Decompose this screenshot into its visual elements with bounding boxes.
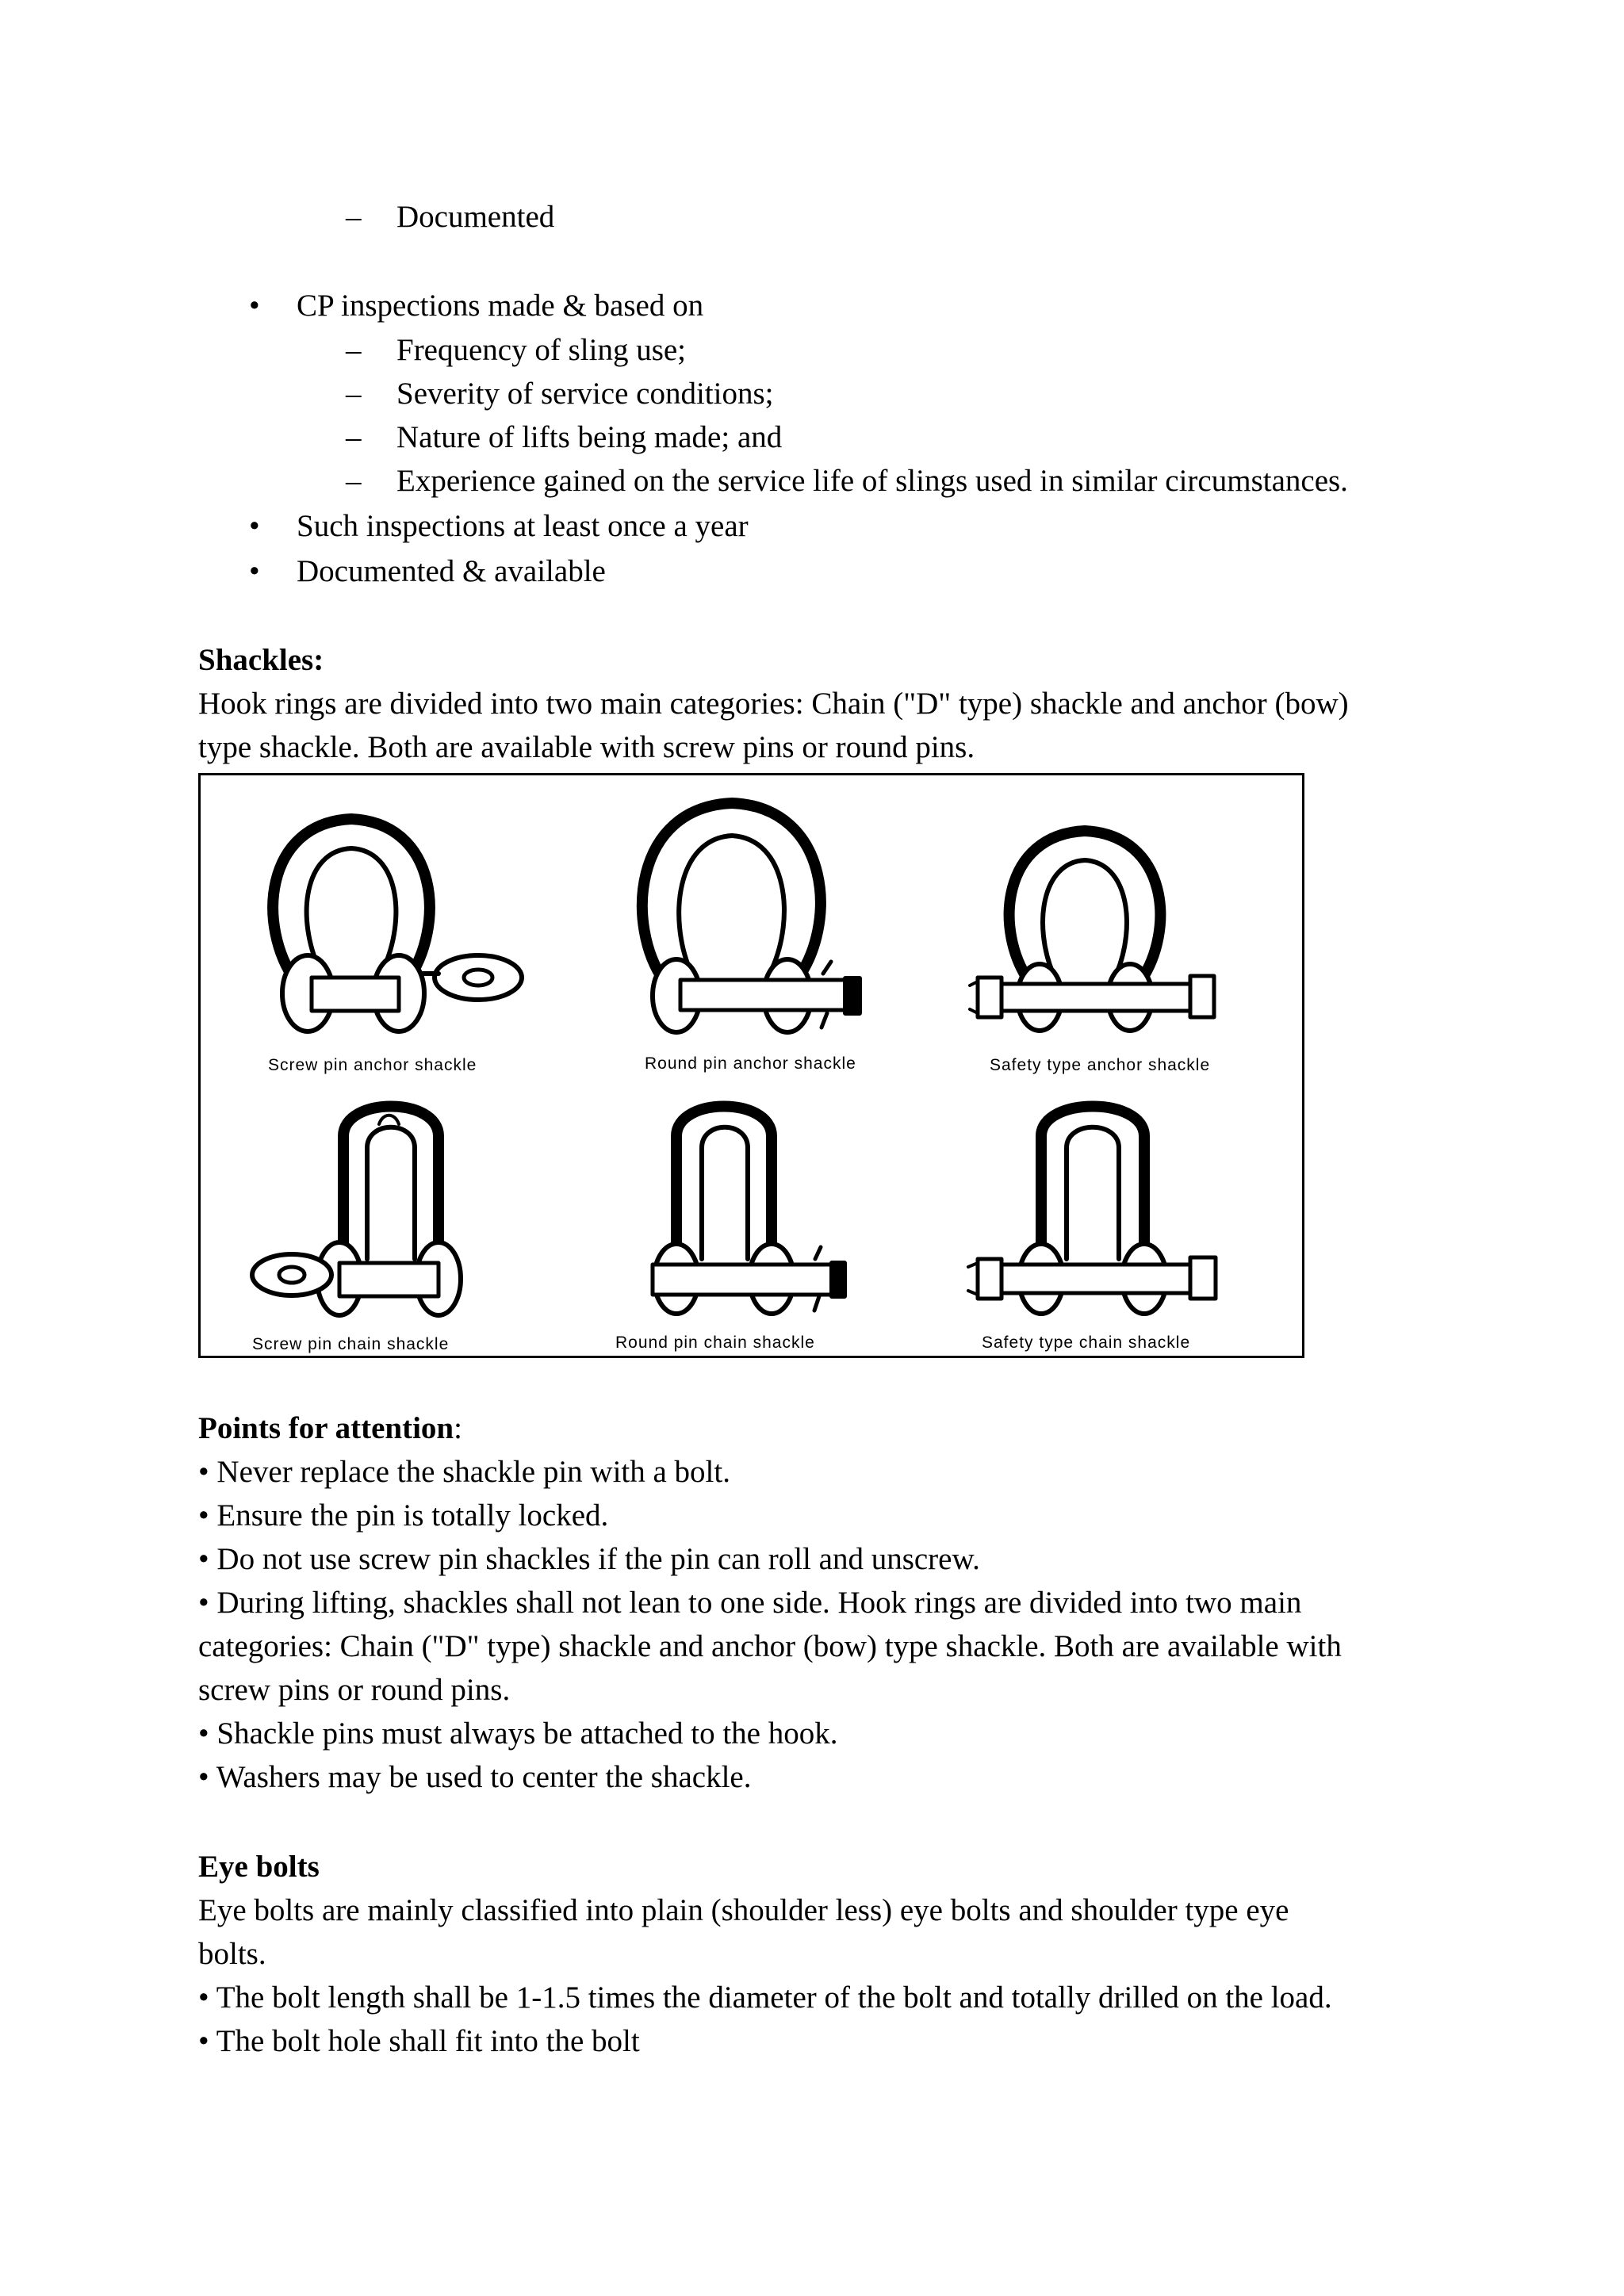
- bullet-marker: •: [249, 289, 260, 323]
- eye-bolts-line: • The bolt hole shall fit into the bolt: [198, 2024, 640, 2058]
- sub-item: Frequency of sling use;: [396, 333, 687, 367]
- eye-bolts-line: • The bolt length shall be 1-1.5 times the diameter of the bolt and totally drilled on the load.: [198, 1980, 1332, 2015]
- caption-screw-pin-anchor: Screw pin anchor shackle: [268, 1056, 477, 1074]
- heading-colon: :: [454, 1411, 462, 1445]
- paragraph-line: Hook rings are divided into two main categories: Chain ("D" type) shackle and anchor (bow): [198, 687, 1349, 721]
- eye-bolts-line: bolts.: [198, 1937, 266, 1971]
- screw-pin-anchor-shackle-icon: [273, 819, 522, 1031]
- sub-item: Nature of lifts being made; and: [396, 420, 783, 454]
- bullet-marker: •: [249, 509, 260, 543]
- attention-item: screw pins or round pins.: [198, 1673, 511, 1707]
- attention-item: • Ensure the pin is totally locked.: [198, 1498, 609, 1533]
- dash-marker: –: [346, 464, 362, 498]
- bullet-marker: •: [249, 554, 260, 588]
- paragraph-line: type shackle. Both are available with screw pins or round pins.: [198, 730, 975, 764]
- attention-heading-line: [198, 1406, 462, 1450]
- list-item-documented-available: Documented & available: [297, 554, 606, 588]
- attention-item: categories: Chain ("D" type) shackle and anchor (bow) type shackle. Both are available with: [198, 1629, 1342, 1663]
- attention-item: • Washers may be used to center the shackle.: [198, 1760, 752, 1794]
- eye-bolts-line: Eye bolts are mainly classified into plain (shoulder less) eye bolts and shoulder type eye: [198, 1893, 1289, 1927]
- attention-item: • Never replace the shackle pin with a bolt.: [198, 1455, 730, 1489]
- section-heading-attention: Points for attention: [198, 1411, 454, 1445]
- sub-item: Experience gained on the service life of slings used in similar circumstances.: [396, 464, 1348, 498]
- dash-marker: –: [346, 377, 362, 411]
- section-heading-eye-bolts: Eye bolts: [198, 1850, 320, 1884]
- caption-safety-type-chain: Safety type chain shackle: [982, 1334, 1191, 1352]
- section-heading-shackles: Shackles:: [198, 643, 324, 677]
- attention-item: • Shackle pins must always be attached to the hook.: [198, 1716, 838, 1751]
- list-item-cp-inspections: CP inspections made & based on: [297, 289, 704, 323]
- safety-type-chain-shackle-icon: [968, 1107, 1216, 1314]
- safety-type-anchor-shackle-icon: [970, 831, 1214, 1031]
- attention-item: • During lifting, shackles shall not lean to one side. Hook rings are divided into two main: [198, 1586, 1302, 1620]
- caption-screw-pin-chain: Screw pin chain shackle: [252, 1335, 450, 1353]
- list-item-annual-inspection: Such inspections at least once a year: [297, 509, 749, 543]
- caption-round-pin-chain: Round pin chain shackle: [615, 1334, 815, 1352]
- round-pin-anchor-shackle-icon: [642, 803, 860, 1032]
- caption-round-pin-anchor: Round pin anchor shackle: [645, 1054, 856, 1073]
- sub-item: Severity of service conditions;: [396, 377, 774, 411]
- dash-marker: –: [346, 200, 362, 234]
- caption-safety-type-anchor: Safety type anchor shackle: [990, 1056, 1211, 1074]
- dash-marker: –: [346, 420, 362, 454]
- screw-pin-chain-shackle-icon: [252, 1107, 461, 1316]
- round-pin-chain-shackle-icon: [653, 1107, 845, 1314]
- shackle-types-figure: [198, 773, 1304, 1358]
- dash-marker: –: [346, 333, 362, 367]
- list-item-documented: Documented: [396, 200, 555, 234]
- attention-item: • Do not use screw pin shackles if the pin can roll and unscrew.: [198, 1542, 980, 1576]
